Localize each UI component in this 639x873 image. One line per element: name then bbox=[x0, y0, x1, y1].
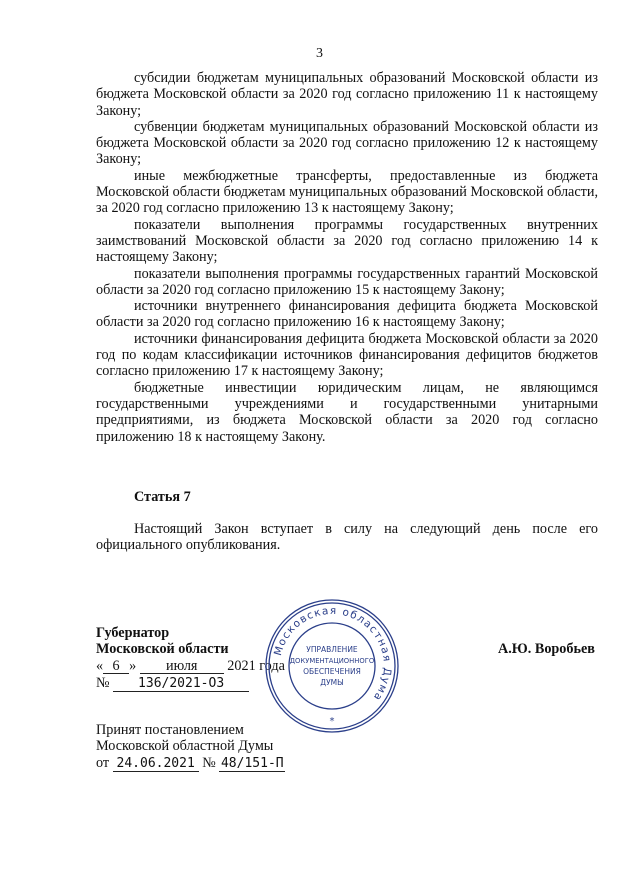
number-sign: № bbox=[202, 754, 216, 771]
resolution-number: 48/151-П bbox=[220, 755, 284, 771]
paragraph: иные межбюджетные трансферты, предоставленные из бюджета Московской области бюджетам муниципальных образований Московской области, за 2020 год согласно приложению 13 к настоящему Закону; bbox=[96, 167, 598, 217]
from-label: от bbox=[96, 754, 110, 771]
adoption-line-1: Принят постановлением bbox=[96, 722, 244, 738]
paragraph: показатели выполнения программы государственных внутренних заимствований Московской области за 2020 год согласно приложению 14 к настоящему Закону; bbox=[96, 216, 598, 266]
paragraph: субсидии бюджетам муниципальных образований Московской области из бюджета Московской области за 2020 год согласно приложению 11 к настоящему Закону; bbox=[96, 70, 598, 119]
quote-open: « bbox=[96, 657, 104, 674]
stamp-center-line: ДУМЫ bbox=[320, 678, 344, 687]
adoption-line-2: Московской областной Думы bbox=[96, 738, 274, 755]
stamp-ring-text: Московская областная Дума bbox=[272, 604, 394, 704]
stamp-star-icon: * bbox=[329, 716, 335, 727]
signing-month: июля bbox=[140, 659, 224, 674]
official-stamp bbox=[262, 596, 402, 736]
page-number: 3 bbox=[316, 46, 323, 61]
adoption-block bbox=[96, 722, 285, 772]
stamp-center-line: ДОКУМЕНТАЦИОННОГО bbox=[289, 657, 375, 665]
number-sign: № bbox=[96, 674, 110, 691]
paragraph: бюджетные инвестиции юридическим лицам, не являющимся государственными учреждениями и государственными унитарными предприятиями, из бюджета Московской области за 2020 год согласно приложению 18 к настоящему Закону. bbox=[96, 379, 598, 445]
law-number-value: 136/2021-ОЗ bbox=[113, 677, 249, 692]
adoption-date: 24.06.2021 bbox=[113, 757, 199, 772]
signing-year: 2021 года bbox=[227, 657, 285, 674]
signatory-title: Губернатор bbox=[96, 625, 170, 641]
signature-block bbox=[96, 625, 285, 692]
paragraph: источники финансирования дефицита бюджета Московской области за 2020 год по кодам классификации источников финансирования дефицитов бюджетов согласно приложению 17 к настоящему Закону; bbox=[96, 330, 598, 380]
body-text bbox=[96, 70, 598, 445]
stamp-center-line: ОБЕСПЕЧЕНИЯ bbox=[303, 667, 361, 676]
law-number bbox=[96, 675, 285, 692]
stamp-center-line: УПРАВЛЕНИЕ bbox=[306, 645, 358, 654]
paragraph: субвенции бюджетам муниципальных образований Московской области из бюджета Московской области за 2020 год согласно приложению 12 к настоящему Закону; bbox=[96, 118, 598, 168]
article-text: Настоящий Закон вступает в силу на следующий день после его официального опубликования. bbox=[96, 521, 598, 554]
adoption-date-row bbox=[96, 755, 285, 772]
paragraph: источники внутреннего финансирования дефицита бюджета Московской области за 2020 год согласно приложению 16 к настоящему Закону; bbox=[96, 298, 598, 331]
signatory-name: А.Ю. Воробьев bbox=[498, 641, 595, 657]
signatory-region: Московской области bbox=[96, 641, 229, 658]
signing-date bbox=[96, 658, 285, 675]
paragraph: показатели выполнения программы государственных гарантий Московской области за 2020 год согласно приложению 15 к настоящему Закону; bbox=[96, 265, 598, 298]
quote-close: » bbox=[129, 657, 137, 674]
signing-day: 6 bbox=[103, 659, 129, 674]
article-heading: Статья 7 bbox=[134, 489, 191, 505]
